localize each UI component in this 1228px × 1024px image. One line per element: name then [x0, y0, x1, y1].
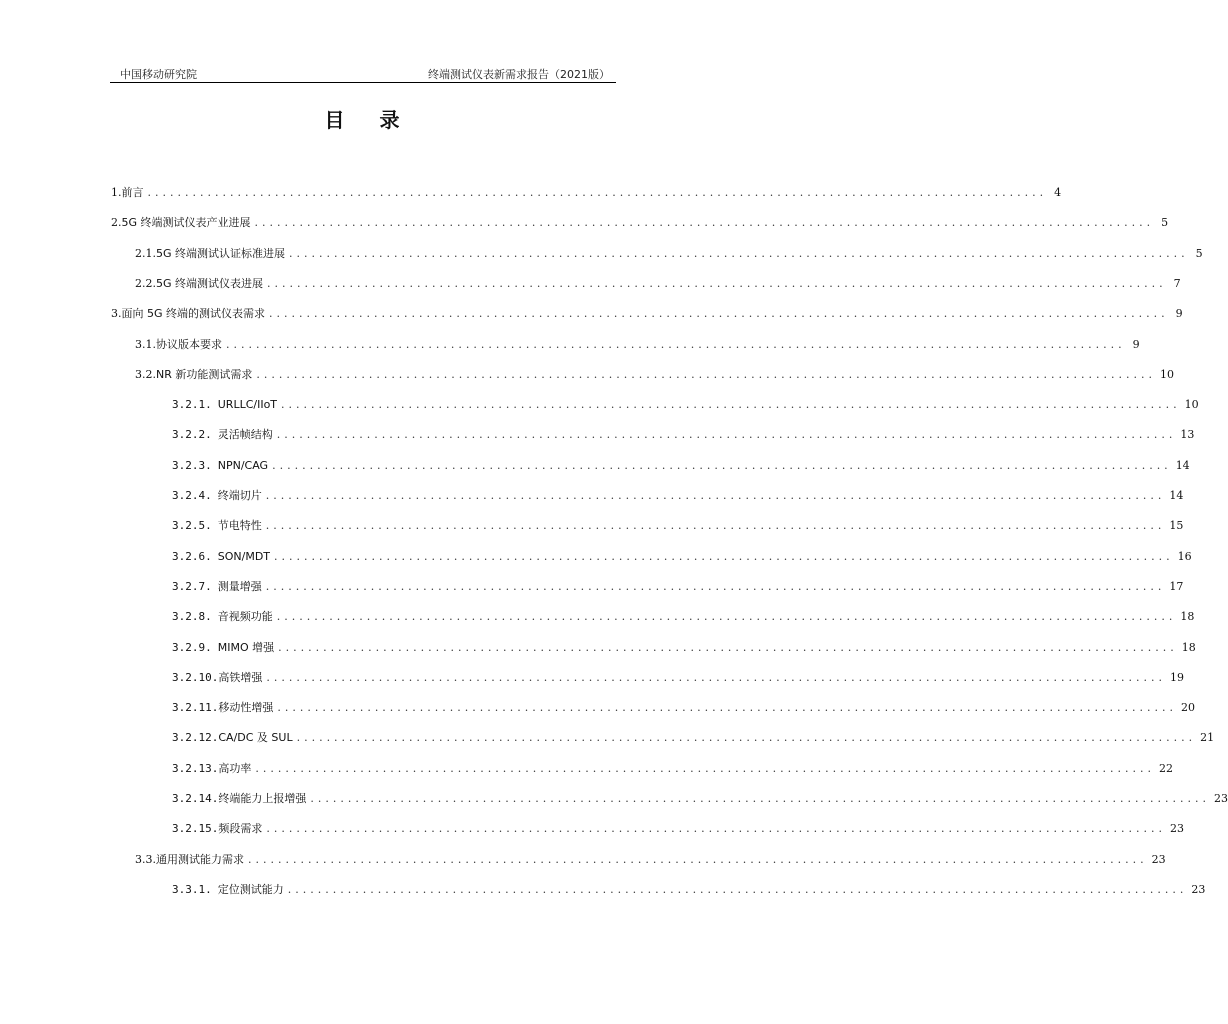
toc-leader-dots: ........................................................................................................................: [226, 337, 1126, 351]
toc-entry-page: 10: [1184, 398, 1199, 412]
toc-entry-label: 高功率: [218, 761, 252, 775]
toc-entry-page: 5: [1195, 246, 1203, 260]
toc-entry-number: 3.2.10.: [172, 670, 219, 684]
toc-entry-label: 测量增强: [217, 579, 262, 593]
toc-entry-number: 3.2.: [135, 367, 156, 381]
toc-leader-dots: ........................................................................................................................: [266, 670, 1166, 684]
toc-entry-number: 3.2.9.: [172, 640, 212, 654]
toc-entry-number: 3.: [111, 307, 122, 321]
toc-entry[interactable]: [172, 517, 1184, 533]
toc-entry-number: 1.: [111, 186, 122, 199]
toc-entry-label: 灵活帧结构: [217, 428, 273, 442]
toc-entry-number: 3.2.2.: [172, 428, 212, 442]
toc-entry-label: 5G 终端测试仪表进展: [156, 276, 264, 290]
toc-leader-dots: ........................................................................................................................: [265, 579, 1166, 593]
toc-entry-number: 2.1.: [135, 246, 156, 260]
toc-entry-page: 14: [1175, 458, 1190, 472]
toc-entry-label: 音视频功能: [217, 610, 273, 624]
toc-entry-label: NPN/CAG: [217, 458, 269, 472]
toc-entry-number: 3.2.5.: [172, 519, 212, 533]
toc-entry[interactable]: [172, 699, 1195, 715]
toc-entry-page: 23: [1169, 822, 1184, 836]
toc-entry[interactable]: [135, 245, 1203, 261]
toc-leader-dots: ........................................................................................................................: [281, 398, 1181, 412]
header-organization: 中国移动研究院: [120, 68, 197, 81]
toc-entry-number: 3.3.1.: [172, 882, 212, 896]
toc-entry[interactable]: [111, 184, 1062, 200]
toc-leader-dots: ........................................................................................................................: [265, 519, 1166, 533]
toc-entry-label: NR 新功能测试需求: [156, 367, 253, 381]
toc-leader-dots: ........................................................................................................................: [276, 610, 1177, 624]
toc-entry-number: 3.2.8.: [172, 610, 212, 624]
toc-entry-label: 节电特性: [217, 519, 262, 533]
toc-entry-number: 3.2.14.: [172, 792, 219, 805]
toc-entry-number: 3.2.11.: [172, 701, 219, 715]
toc-entry-label: 终端切片: [217, 489, 262, 502]
toc-entry-label: 协议版本要求: [156, 337, 222, 351]
toc-entry[interactable]: [172, 396, 1199, 412]
toc-leader-dots: ........................................................................................................................: [296, 731, 1197, 745]
toc-leader-dots: ........................................................................................................................: [310, 792, 1210, 805]
toc-entry[interactable]: [172, 457, 1190, 473]
toc-entry-page: 4: [1054, 186, 1062, 199]
toc-entry-page: 20: [1180, 701, 1195, 715]
toc-entry-label: CA/DC 及 SUL: [218, 731, 293, 745]
toc-entry-label: MIMO 增强: [217, 640, 275, 654]
toc-entry-page: 23: [1191, 882, 1206, 896]
toc-leader-dots: ........................................................................................................................: [265, 489, 1166, 502]
toc-leader-dots: ........................................................................................................................: [277, 701, 1177, 715]
toc-leader-dots: ........................................................................................................................: [287, 882, 1188, 896]
header-report-title: 终端测试仪表新需求报告（2021版）: [428, 68, 610, 81]
toc-entry[interactable]: [172, 487, 1184, 503]
toc-entry-label: 频段需求: [218, 822, 263, 836]
toc-entry-page: 21: [1200, 731, 1215, 745]
toc-entry-page: 19: [1169, 670, 1184, 684]
toc-entry-page: 13: [1180, 428, 1195, 442]
toc-entry[interactable]: [172, 760, 1173, 776]
toc-entry-label: 5G 终端测试仪表产业进展: [121, 216, 251, 230]
toc-entry-number: 3.2.3.: [172, 458, 212, 472]
toc-entry-number: 3.2.12.: [172, 731, 219, 745]
toc-entry-page: 17: [1169, 579, 1184, 593]
toc-entry-number: 3.2.6.: [172, 549, 212, 563]
toc-entry[interactable]: [135, 336, 1140, 352]
toc-entry-number: 2.: [111, 216, 122, 230]
toc-entry-number: 3.2.7.: [172, 579, 212, 593]
toc-entry-number: 2.2.: [135, 276, 156, 290]
toc-entry-label: 移动性增强: [218, 701, 274, 715]
toc-entry[interactable]: [172, 608, 1195, 624]
toc-entry-label: URLLC/IIoT: [217, 398, 278, 412]
toc-entry-number: 3.2.1.: [172, 398, 212, 412]
toc-leader-dots: ........................................................................................................................: [269, 307, 1169, 321]
toc-entry[interactable]: [172, 729, 1215, 745]
toc-entry[interactable]: [111, 214, 1169, 230]
toc-entry[interactable]: [111, 305, 1183, 321]
toc-entry-page: 22: [1158, 761, 1173, 775]
toc-entry-label: 高铁增强: [218, 670, 263, 684]
toc-entry[interactable]: [172, 820, 1184, 836]
toc-entry-page: 9: [1132, 337, 1140, 351]
toc-leader-dots: ........................................................................................................................: [272, 458, 1172, 472]
toc-leader-dots: ........................................................................................................................: [147, 186, 1048, 199]
toc-entry[interactable]: [172, 669, 1184, 685]
toc-entry-page: 9: [1175, 307, 1183, 321]
toc-entry-page: 15: [1169, 519, 1184, 533]
toc-leader-dots: ........................................................................................................................: [266, 822, 1166, 836]
toc-entry-page: 23: [1151, 852, 1166, 866]
toc-leader-dots: ........................................................................................................................: [278, 640, 1178, 654]
toc-entry-page: 5: [1161, 216, 1169, 230]
toc-entry-page: 7: [1173, 276, 1181, 290]
toc-entry-page: 10: [1159, 367, 1174, 381]
toc-leader-dots: ........................................................................................................................: [267, 276, 1167, 290]
toc-entry[interactable]: [172, 548, 1192, 564]
toc-entry[interactable]: [135, 275, 1181, 291]
toc-entry[interactable]: [172, 881, 1206, 897]
toc-entry-page: 18: [1180, 610, 1195, 624]
toc-leader-dots: ........................................................................................................................: [255, 761, 1155, 775]
toc-leader-dots: ........................................................................................................................: [248, 852, 1148, 866]
toc-entry-label: 通用测试能力需求: [156, 852, 244, 866]
toc-entry-label: 5G 终端测试认证标准进展: [156, 246, 286, 260]
toc-entry-number: 3.2.15.: [172, 822, 219, 836]
toc-entry-number: 3.3.: [135, 852, 156, 866]
toc-entry[interactable]: [135, 851, 1166, 867]
toc-entry-page: 23: [1213, 792, 1228, 805]
toc-entry[interactable]: [172, 790, 1228, 806]
toc-entry-label: 定位测试能力: [217, 882, 284, 896]
toc-leader-dots: ........................................................................................................................: [274, 549, 1174, 563]
toc-entry-page: 18: [1181, 640, 1196, 654]
toc-entry[interactable]: [172, 578, 1184, 594]
toc-entry-page: 14: [1169, 489, 1184, 502]
toc-entry-page: 16: [1177, 549, 1192, 563]
toc-entry[interactable]: [172, 426, 1195, 442]
toc-entry[interactable]: [135, 366, 1174, 382]
toc-entry[interactable]: [172, 639, 1196, 655]
toc-entry-label: 终端能力上报增强: [218, 792, 307, 805]
toc-entry-number: 3.1.: [135, 337, 156, 351]
toc-entry-label: 面向 5G 终端的测试仪表需求: [121, 307, 266, 321]
toc-leader-dots: ........................................................................................................................: [289, 246, 1189, 260]
toc-entry-label: SON/MDT: [217, 549, 271, 563]
toc-leader-dots: ........................................................................................................................: [276, 428, 1177, 442]
toc-leader-dots: ........................................................................................................................: [254, 216, 1155, 230]
toc-leader-dots: ........................................................................................................................: [256, 367, 1156, 381]
toc-entry-number: 3.2.4.: [172, 489, 212, 502]
toc-entry-number: 3.2.13.: [172, 761, 219, 775]
toc-entry-label: 前言: [121, 186, 144, 199]
page-title: 目 录: [324, 108, 414, 132]
